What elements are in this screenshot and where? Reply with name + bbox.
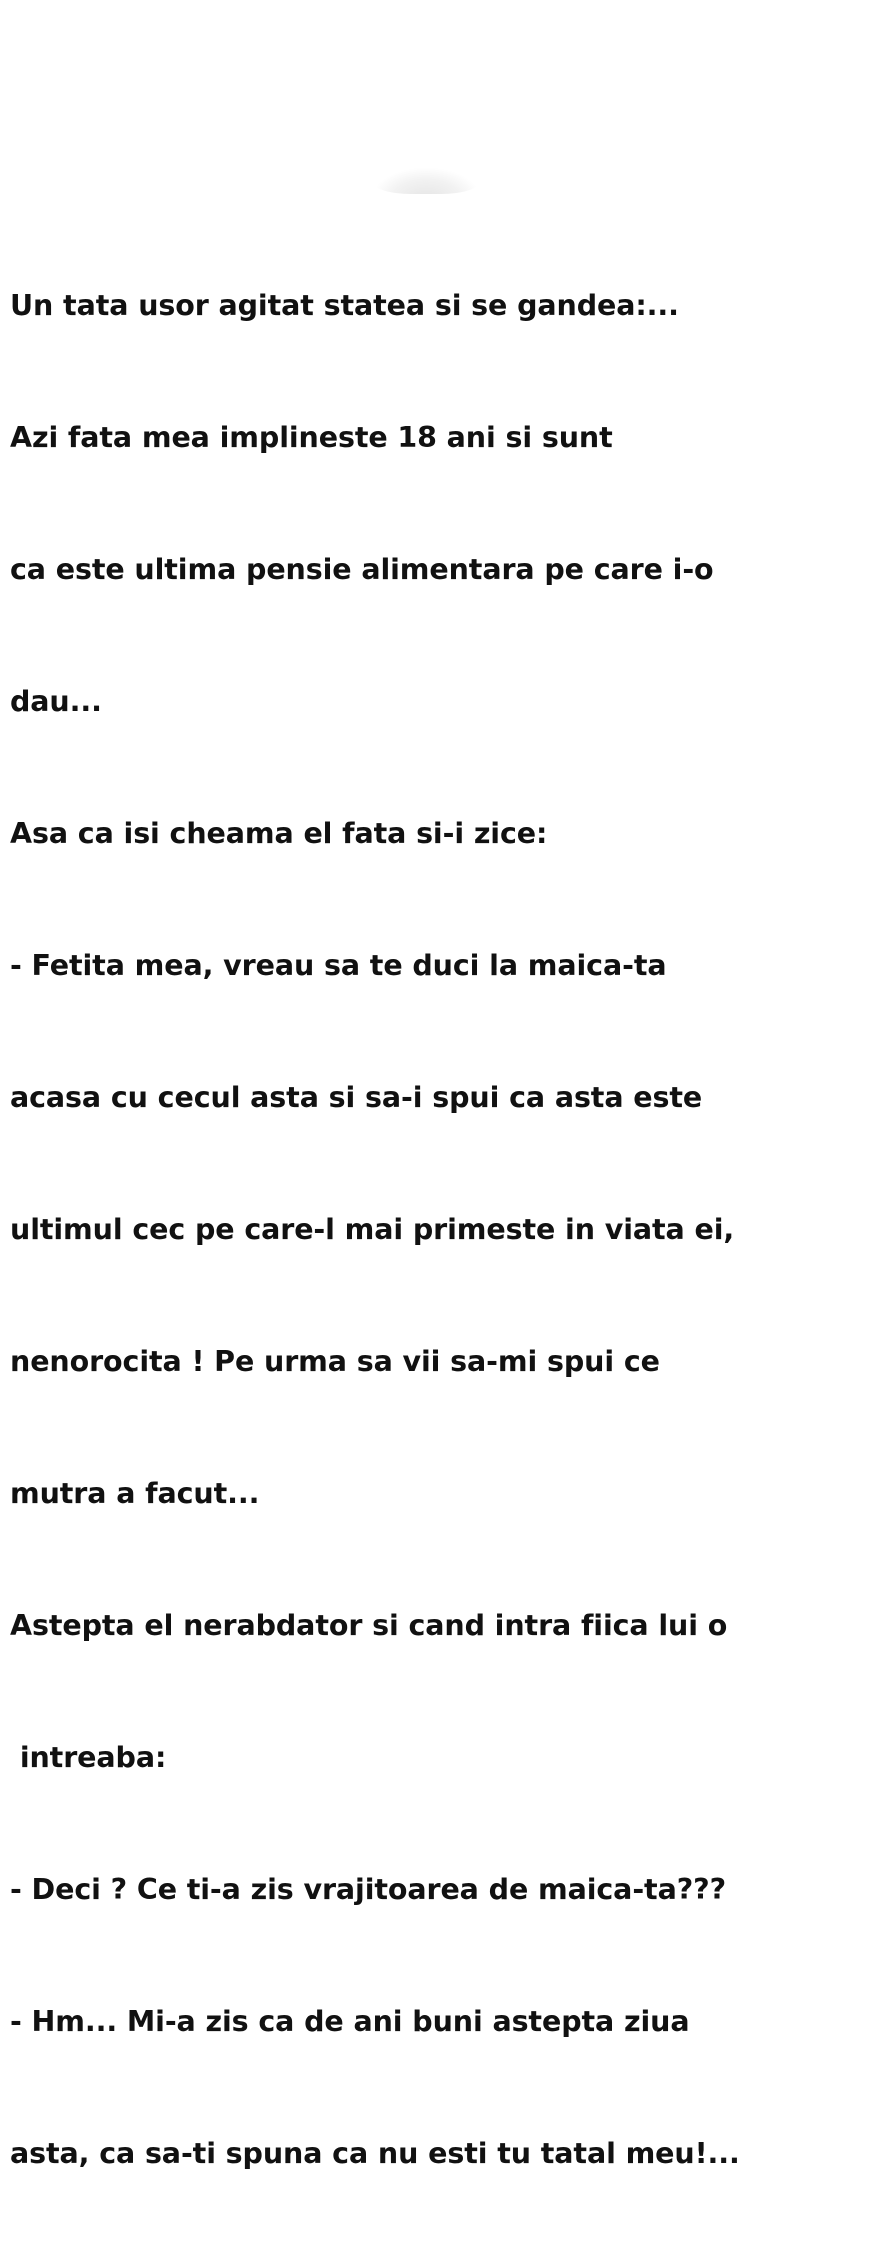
text-line: Asa ca isi cheama el fata si-i zice: — [10, 817, 548, 850]
text-line: nenorocita ! Pe urma sa vii sa-mi spui ce — [10, 1345, 660, 1378]
text-line: dau... — [10, 685, 102, 718]
text-line: Un tata usor agitat statea si se gandea:... — [10, 289, 679, 322]
text-line: acasa cu cecul asta si sa-i spui ca asta este — [10, 1081, 703, 1114]
text-line: Astepta el nerabdator si cand intra fiica lui o — [10, 1609, 728, 1642]
text-line: - Deci ? Ce ti-a zis vrajitoarea de maica-ta??? — [10, 1873, 726, 1906]
text-line: ca este ultima pensie alimentara pe care i-o — [10, 553, 714, 586]
text-line: asta, ca sa-ti spuna ca nu esti tu tatal meu!... — [10, 2137, 740, 2170]
joke-text-block — [10, 196, 870, 2264]
text-line: Azi fata mea implineste 18 ani si sunt — [10, 421, 613, 454]
top-whitespace — [0, 0, 874, 180]
text-line: - Fetita mea, vreau sa te duci la maica-ta — [10, 949, 667, 982]
text-line: ultimul cec pe care-l mai primeste in viata ei, — [10, 1213, 735, 1246]
text-line: mutra a facut... — [10, 1477, 260, 1510]
text-line: intreaba: — [10, 1741, 167, 1774]
text-line: - Hm... Mi-a zis ca de ani buni astepta ziua — [10, 2005, 690, 2038]
